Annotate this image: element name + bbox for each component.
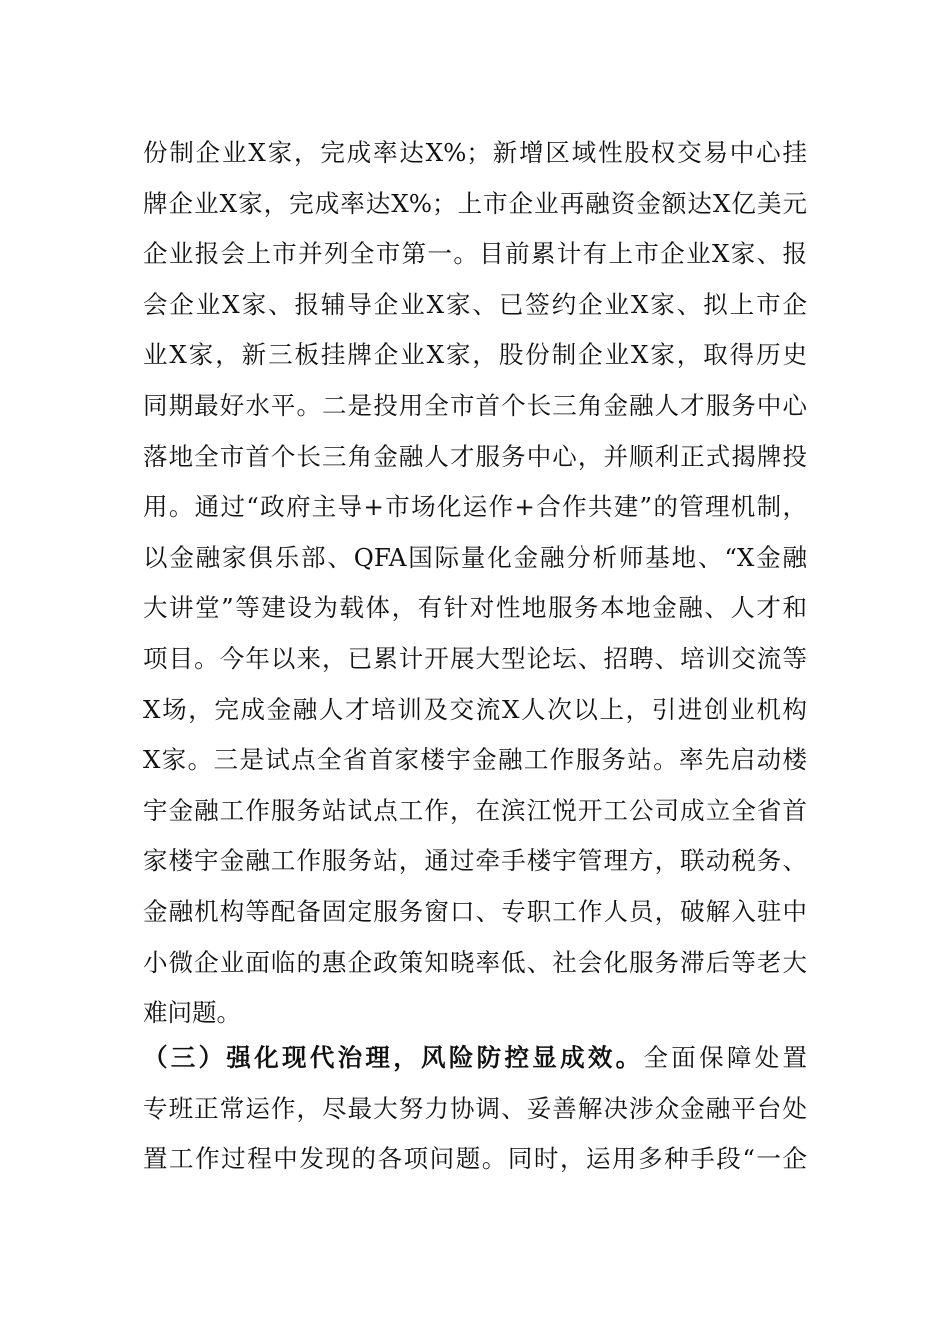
text-line: 难问题。 [143,998,241,1028]
section-first-line-text: 全面保障处置 [643,1043,808,1072]
text-line: X场，完成金融人才培训及交流X人次以上，引进创业机构 [143,694,807,724]
text-line: 家楼宇金融工作服务站，通过牵手楼宇管理方，联动税务、 [143,846,807,876]
text-line: 会企业X家、报辅导企业X家、已签约企业X家、拟上市企 [143,289,807,319]
text-line: 小微企业面临的惠企政策知晓率低、社会化服务滞后等老大 [143,947,807,977]
text-line: 企业报会上市并列全市第一。目前累计有上市企业X家、报 [143,239,807,269]
text-line: 置工作过程中发现的各项问题。同时，运用多种手段“一企 [143,1144,807,1174]
section-heading: （三）强化现代治理，风险防控显成效。 [143,1043,644,1072]
body-paragraph [143,128,807,1039]
text-line: 落地全市首个长三角金融人才服务中心，并顺利正式揭牌投 [143,441,807,471]
section-paragraph [143,1033,807,1185]
section-first-line [143,1033,807,1084]
text-line: 项目。今年以来，已累计开展大型论坛、招聘、培训交流等 [143,643,807,673]
text-line: 以金融家俱乐部、QFA国际量化金融分析师基地、“X金融 [143,542,807,572]
text-line: 大讲堂”等建设为载体，有针对性地服务本地金融、人才和 [143,593,807,623]
text-line: 份制企业X家，完成率达X%；新增区域性股权交易中心挂 [143,138,807,167]
text-line: 用。通过“政府主导+市场化运作+合作共建”的管理机制， [143,492,807,522]
text-line: 业X家，新三板挂牌企业X家，股份制企业X家，取得历史 [143,340,807,370]
text-line: 专班正常运作，尽最大努力协调、妥善解决涉众金融平台处 [143,1093,807,1123]
text-line: 牌企业X家，完成率达X%；上市企业再融资金额达X亿美元 [143,188,807,218]
text-line: X家。三是试点全省首家楼宇金融工作服务站。率先启动楼 [143,745,807,775]
text-line: 金融机构等配备固定服务窗口、专职工作人员，破解入驻中 [143,896,807,926]
text-line: 宇金融工作服务站试点工作，在滨江悦开工公司成立全省首 [143,795,807,825]
text-line: 同期最好水平。二是投用全市首个长三角金融人才服务中心 [143,390,807,420]
